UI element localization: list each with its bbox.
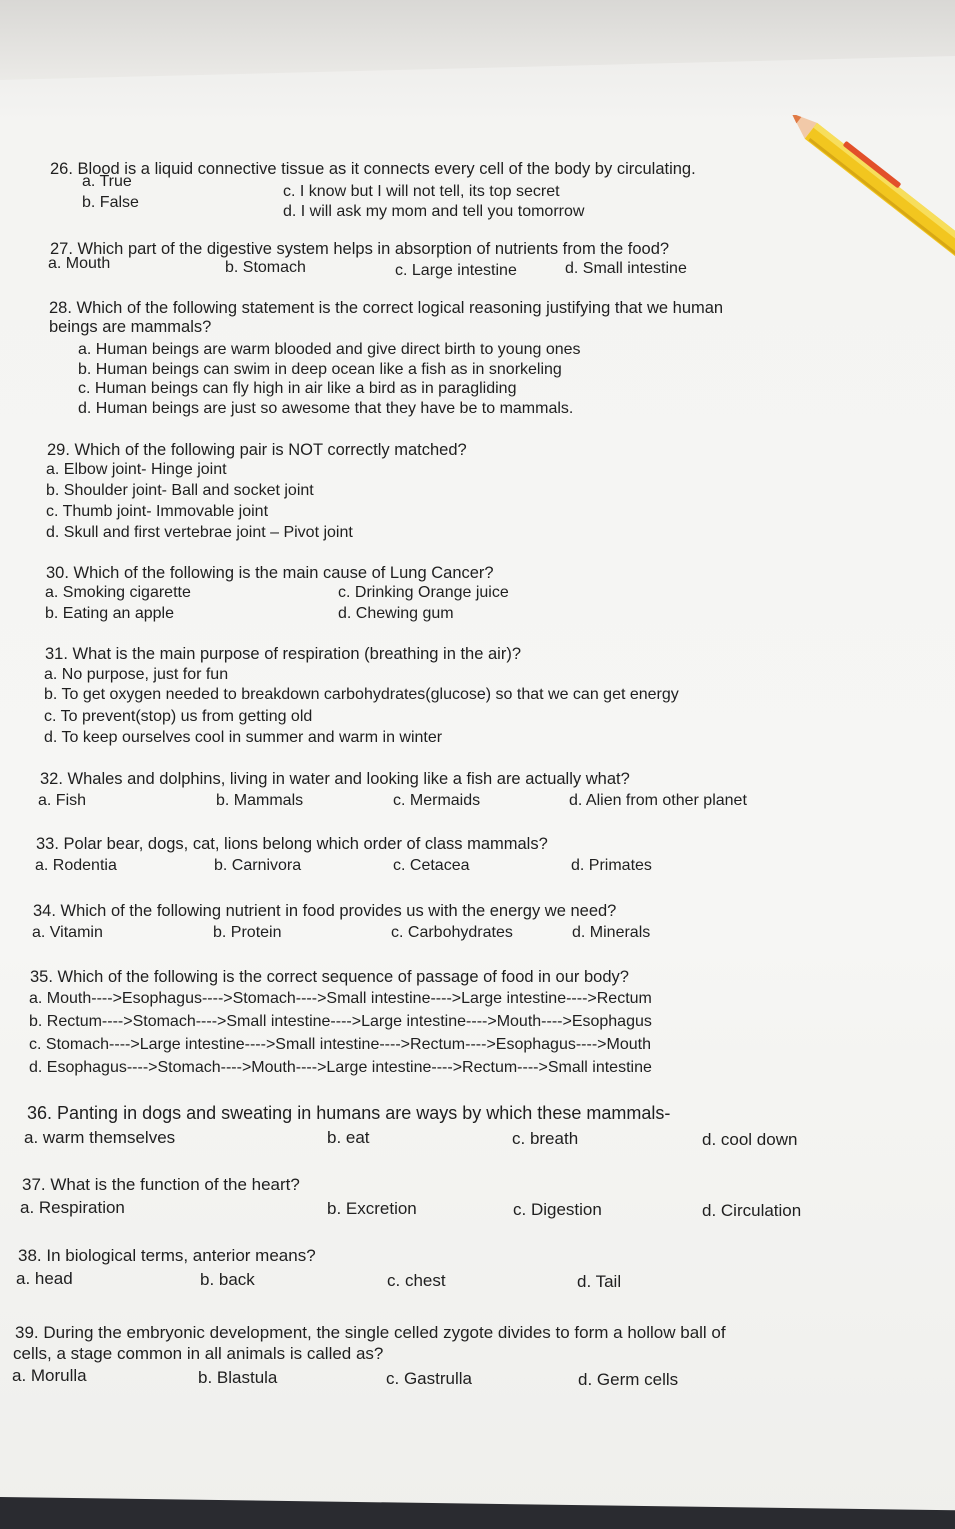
question-26: 26. Blood is a liquid connective tissue as it connects every cell of the body by circulating. xyxy=(50,160,696,178)
q33-option-c[interactable]: c. Cetacea xyxy=(393,857,470,874)
q38-option-d[interactable]: d. Tail xyxy=(577,1272,622,1291)
q33-option-b[interactable]: b. Carnivora xyxy=(214,857,302,874)
q29-option-b[interactable]: b. Shoulder joint- Ball and socket joint xyxy=(46,482,314,499)
q29-option-d[interactable]: d. Skull and first vertebrae joint – Pivot joint xyxy=(46,524,353,541)
q31-option-a[interactable]: a. No purpose, just for fun xyxy=(44,666,229,683)
q26-option-b[interactable]: b. False xyxy=(82,194,139,211)
q31-option-b[interactable]: b. To get oxygen needed to breakdown carbohydrates(glucose) so that we can get energy xyxy=(44,686,679,703)
q34-option-d[interactable]: d. Minerals xyxy=(572,924,651,941)
q36-option-b[interactable]: b. eat xyxy=(327,1128,370,1147)
q26-option-d[interactable]: d. I will ask my mom and tell you tomorrow xyxy=(283,203,585,220)
q27-option-d[interactable]: d. Small intestine xyxy=(565,260,687,277)
q35-option-a[interactable]: a. Mouth---->Esophagus---->Stomach---->Small intestine---->Large intestine---->Rectum xyxy=(29,990,652,1007)
q32-option-c[interactable]: c. Mermaids xyxy=(393,792,481,809)
q27-option-a[interactable]: a. Mouth xyxy=(48,255,111,272)
q26-option-c[interactable]: c. I know but I will not tell, its top secret xyxy=(283,183,560,200)
q33-option-d[interactable]: d. Primates xyxy=(571,857,652,874)
q30-option-b[interactable]: b. Eating an apple xyxy=(45,605,174,622)
q27-option-c[interactable]: c. Large intestine xyxy=(395,262,517,279)
q36-option-c[interactable]: c. breath xyxy=(512,1129,579,1148)
q29-option-a[interactable]: a. Elbow joint- Hinge joint xyxy=(46,461,227,478)
q37-option-a[interactable]: a. Respiration xyxy=(20,1198,125,1217)
question-36: 36. Panting in dogs and sweating in humans are ways by which these mammals- xyxy=(27,1103,671,1123)
q38-option-c[interactable]: c. chest xyxy=(387,1271,446,1290)
q38-option-b[interactable]: b. back xyxy=(200,1270,255,1289)
q32-option-b[interactable]: b. Mammals xyxy=(216,792,304,809)
q36-option-d[interactable]: d. cool down xyxy=(702,1130,798,1149)
q28-option-c[interactable]: c. Human beings can fly high in air like a bird as in paragliding xyxy=(78,380,517,397)
q32-option-a[interactable]: a. Fish xyxy=(38,792,87,809)
q31-option-d[interactable]: d. To keep ourselves cool in summer and warm in winter xyxy=(44,729,443,746)
q37-option-c[interactable]: c. Digestion xyxy=(513,1200,602,1219)
q34-option-b[interactable]: b. Protein xyxy=(213,924,282,941)
q38-option-a[interactable]: a. head xyxy=(16,1269,73,1288)
question-33: 33. Polar bear, dogs, cat, lions belong which order of class mammals? xyxy=(36,835,548,853)
question-30: 30. Which of the following is the main cause of Lung Cancer? xyxy=(46,564,494,582)
q39-option-c[interactable]: c. Gastrulla xyxy=(386,1369,472,1388)
q26-option-a[interactable]: a. True xyxy=(82,173,132,190)
q35-option-b[interactable]: b. Rectum---->Stomach---->Small intestine---->Large intestine---->Mouth---->Esophagus xyxy=(29,1013,652,1030)
question-28-line-1: 28. Which of the following statement is the correct logical reasoning justifying that we human xyxy=(49,299,724,317)
question-39-line-2: cells, a stage common in all animals is called as? xyxy=(13,1344,384,1363)
q35-option-c[interactable]: c. Stomach---->Large intestine---->Small intestine---->Rectum---->Esophagus---->Mouth xyxy=(29,1036,651,1053)
pencil-icon xyxy=(780,115,955,325)
q27-option-b[interactable]: b. Stomach xyxy=(225,259,306,276)
question-29: 29. Which of the following pair is NOT correctly matched? xyxy=(47,441,467,459)
q29-option-c[interactable]: c. Thumb joint- Immovable joint xyxy=(46,503,269,520)
q34-option-a[interactable]: a. Vitamin xyxy=(32,924,103,941)
q28-option-a[interactable]: a. Human beings are warm blooded and give direct birth to young ones xyxy=(78,341,581,358)
q39-option-d[interactable]: d. Germ cells xyxy=(578,1370,679,1389)
question-32: 32. Whales and dolphins, living in water and looking like a fish are actually what? xyxy=(40,770,630,788)
q31-option-c[interactable]: c. To prevent(stop) us from getting old xyxy=(44,708,313,725)
q37-option-d[interactable]: d. Circulation xyxy=(702,1201,802,1220)
question-31: 31. What is the main purpose of respiration (breathing in the air)? xyxy=(45,645,522,663)
q28-option-b[interactable]: b. Human beings can swim in deep ocean like a fish as in snorkeling xyxy=(78,361,562,378)
q35-option-d[interactable]: d. Esophagus---->Stomach---->Mouth---->Large intestine---->Rectum---->Small intestine xyxy=(29,1059,652,1076)
question-28-line-2: beings are mammals? xyxy=(49,318,212,336)
q39-option-b[interactable]: b. Blastula xyxy=(198,1368,278,1387)
q36-option-a[interactable]: a. warm themselves xyxy=(24,1128,176,1147)
q37-option-b[interactable]: b. Excretion xyxy=(327,1199,417,1218)
question-37: 37. What is the function of the heart? xyxy=(22,1175,300,1194)
question-34: 34. Which of the following nutrient in food provides us with the energy we need? xyxy=(33,902,617,920)
question-27: 27. Which part of the digestive system helps in absorption of nutrients from the food? xyxy=(50,240,670,258)
q34-option-c[interactable]: c. Carbohydrates xyxy=(391,924,513,941)
q39-option-a[interactable]: a. Morulla xyxy=(12,1366,87,1385)
question-35: 35. Which of the following is the correct sequence of passage of food in our body? xyxy=(30,968,629,986)
q30-option-c[interactable]: c. Drinking Orange juice xyxy=(338,584,509,601)
q33-option-a[interactable]: a. Rodentia xyxy=(35,857,117,874)
question-38: 38. In biological terms, anterior means? xyxy=(18,1246,316,1265)
q30-option-a[interactable]: a. Smoking cigarette xyxy=(45,584,191,601)
question-39-line-1: 39. During the embryonic development, the single celled zygote divides to form a hollow ball of xyxy=(15,1323,726,1342)
q32-option-d[interactable]: d. Alien from other planet xyxy=(569,792,747,809)
q30-option-d[interactable]: d. Chewing gum xyxy=(338,605,454,622)
q28-option-d[interactable]: d. Human beings are just so awesome that they have be to mammals. xyxy=(78,400,574,417)
